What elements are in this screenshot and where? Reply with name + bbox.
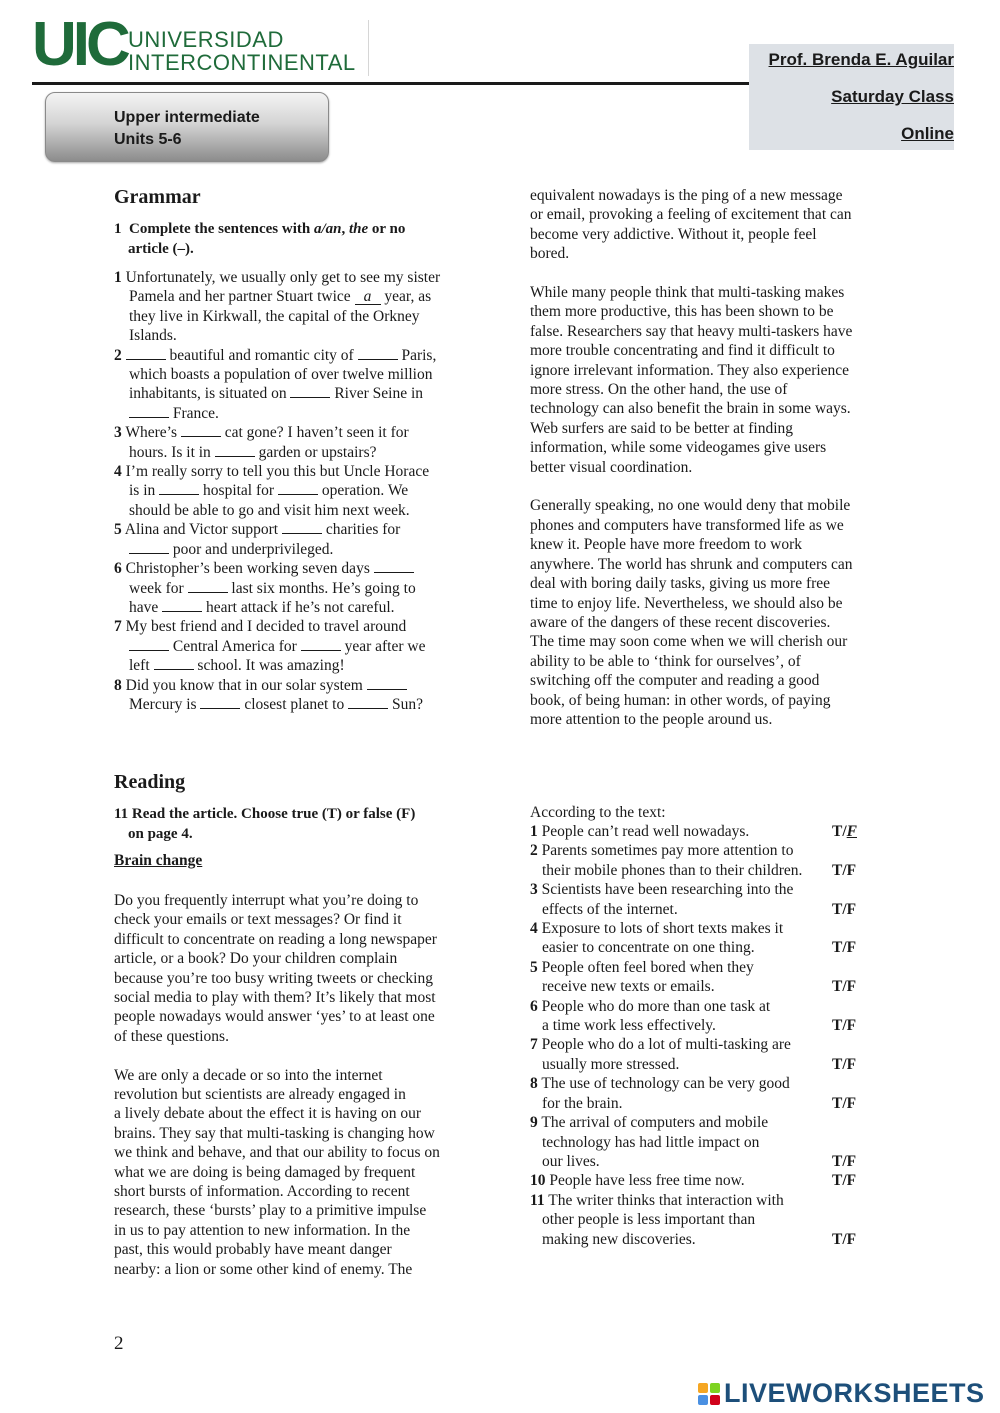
teacher-name: Prof. Brenda E. Aguilar bbox=[768, 50, 954, 69]
level-badge bbox=[45, 92, 329, 162]
tf-statement-text: People often feel bored when they bbox=[537, 958, 754, 976]
paragraph-gap bbox=[530, 477, 890, 496]
article-line: aware of the dangers of these recent discoveries. bbox=[530, 613, 831, 631]
answer-blank[interactable] bbox=[129, 540, 169, 554]
tf-item-number: 8 bbox=[530, 1075, 538, 1093]
paragraph-gap bbox=[114, 1046, 484, 1065]
class-mode: Online bbox=[901, 124, 954, 143]
tf-item bbox=[530, 997, 870, 1036]
article-line: check your emails or text messages? Or find it bbox=[114, 911, 402, 929]
tf-choice[interactable]: T/F bbox=[832, 900, 857, 918]
answer-blank[interactable] bbox=[129, 637, 169, 651]
tf-statement-text: People can’t read well nowadays. bbox=[537, 823, 750, 840]
article-line: nearby: a lion or some other kind of enemy. The bbox=[114, 1260, 413, 1278]
grammar-item-7: 7 My best friend and I decided to travel around Central America for year after we left school. It was amazing! bbox=[114, 618, 426, 675]
grammar-item-2: 2 beautiful and romantic city of Paris, which boasts a population of over twelve million inhabitants, is situated on River Seine in France. bbox=[114, 346, 437, 422]
answer-blank[interactable] bbox=[159, 481, 199, 495]
tf-item-number: 2 bbox=[530, 842, 538, 860]
tf-item-number: 7 bbox=[530, 1036, 538, 1054]
tf-item-number: 6 bbox=[530, 997, 538, 1015]
tf-statement-first-line bbox=[530, 1035, 870, 1054]
tf-statement-text: The arrival of computers and mobile bbox=[537, 1114, 769, 1132]
tf-item-number: 9 bbox=[530, 1114, 538, 1132]
article-continuation bbox=[530, 186, 890, 729]
answer-blank[interactable] bbox=[301, 637, 341, 651]
class-day: Saturday Class bbox=[831, 87, 954, 106]
article-line: ability to be able to ‘think for ourselves’, of bbox=[530, 652, 801, 670]
tf-statement-first-line bbox=[530, 1191, 870, 1210]
grammar-item-6: 6 Christopher’s been working seven days week for last six months. He’s going to have heart attack if he’s not careful. bbox=[114, 560, 416, 616]
article-line: ignore irrelevant information. They also experience bbox=[530, 361, 850, 379]
tf-statement-line: a time work less effectively. bbox=[542, 1017, 716, 1035]
article-line: revolution but scientists are already engaged in bbox=[114, 1086, 406, 1104]
tf-statement-first-line bbox=[530, 958, 870, 977]
article-line: in us to pay attention to new information. In the bbox=[114, 1221, 411, 1239]
article-line: Generally speaking, no one would deny that mobile bbox=[530, 497, 851, 515]
article-line: brains. They say that multi-tasking is changing how bbox=[114, 1124, 435, 1142]
true-false-list bbox=[530, 822, 870, 1249]
article-line: equivalent nowadays is the ping of a new message bbox=[530, 187, 843, 204]
article-line: more attention to the people around us. bbox=[530, 710, 773, 728]
tf-statement-line: their mobile phones than to their children. bbox=[542, 861, 803, 879]
tf-statement-text: The writer thinks that interaction with bbox=[544, 1191, 784, 1209]
tf-statement-text: Parents sometimes pay more attention to bbox=[537, 842, 794, 860]
article-line: article, or a book? Do your children complain bbox=[114, 950, 398, 968]
tf-item bbox=[530, 919, 870, 958]
tf-choice[interactable]: T/F bbox=[832, 939, 857, 957]
tf-item bbox=[530, 1191, 870, 1249]
tf-statement-line: technology has had little impact on bbox=[542, 1133, 760, 1151]
liveworksheets-watermark: LIVEWORKSHEETS bbox=[698, 1378, 985, 1409]
tf-choice[interactable]: T/F bbox=[832, 1152, 857, 1170]
tf-statement-text: People who do more than one task at bbox=[537, 997, 771, 1015]
article-line: more trouble concentrating and find it difficult to bbox=[530, 342, 835, 360]
article-line: we think and behave, and that our ability to focus on bbox=[114, 1144, 440, 1162]
tf-choice[interactable]: T/F bbox=[832, 1094, 857, 1112]
article-line: time to enjoy life. Nevertheless, we should also be bbox=[530, 594, 843, 612]
article-line: switching off the computer and reading a good bbox=[530, 672, 820, 690]
tf-selected-answer[interactable]: F bbox=[846, 823, 857, 840]
tf-statement-line: effects of the internet. bbox=[542, 900, 678, 918]
tf-statement-first-line bbox=[530, 919, 870, 938]
tf-statement-first-line bbox=[530, 1113, 870, 1132]
tf-choice[interactable]: T/F bbox=[832, 1055, 857, 1073]
grammar-item-4: 4 I’m really sorry to tell you this but Uncle Horace is in hospital for operation. We should be able to go and visit him next week. bbox=[114, 463, 430, 519]
article-line: people nowadays would answer ‘yes’ to at least one bbox=[114, 1008, 435, 1026]
article-line: of these questions. bbox=[114, 1027, 229, 1045]
tf-item-number: 11 bbox=[530, 1191, 545, 1209]
article-line: false. Researchers say that heavy multi-taskers have bbox=[530, 322, 853, 340]
reading-instruction: 11 Read the article. Choose true (T) or false (F) on page 4. bbox=[114, 806, 416, 842]
tf-statement-first-line bbox=[530, 822, 870, 841]
tf-item-number: 4 bbox=[530, 920, 538, 938]
tf-item bbox=[530, 880, 870, 919]
answer-blank[interactable] bbox=[358, 346, 398, 360]
level-title: Upper intermediate bbox=[114, 109, 260, 126]
article-line: We are only a decade or so into the internet bbox=[114, 1066, 383, 1084]
grammar-heading: Grammar bbox=[114, 186, 201, 208]
article-line: better visual coordination. bbox=[530, 458, 693, 476]
article-line: phones and computers have transformed life as we bbox=[530, 516, 844, 534]
answer-blank[interactable] bbox=[188, 579, 228, 593]
tf-statement-text: Scientists have been researching into the bbox=[537, 881, 794, 899]
tf-statement-line: our lives. bbox=[542, 1152, 600, 1170]
grammar-instruction: 1 Complete the sentences with a/an, the or no article (–). bbox=[114, 221, 406, 257]
tf-intro: According to the text: bbox=[530, 804, 666, 821]
answer-blank[interactable] bbox=[278, 481, 318, 495]
answer-blank[interactable] bbox=[129, 404, 169, 418]
tf-choice[interactable]: T/F bbox=[832, 1230, 857, 1248]
tf-choice[interactable]: T/F bbox=[832, 823, 857, 840]
reading-heading: Reading bbox=[114, 771, 186, 793]
tf-statement-first-line bbox=[530, 997, 870, 1016]
tf-item bbox=[530, 958, 870, 997]
article-line: become very addictive. Without it, people feel bbox=[530, 225, 817, 243]
article-line: anywhere. The world has shrunk and computers can bbox=[530, 555, 853, 573]
page-number: 2 bbox=[114, 1333, 124, 1354]
liveworksheets-logo-icon bbox=[698, 1383, 720, 1405]
article-line: knew it. People have more freedom to work bbox=[530, 536, 803, 554]
article-line: deal with boring daily tasks, giving us more free bbox=[530, 575, 831, 593]
tf-statement-line: making new discoveries. bbox=[542, 1230, 696, 1248]
tf-item-number: 5 bbox=[530, 958, 538, 976]
answer-blank[interactable] bbox=[126, 346, 166, 360]
logo-divider bbox=[368, 20, 369, 76]
article-line: While many people think that multi-tasking makes bbox=[530, 284, 845, 302]
article-line: technology can also benefit the brain in some ways. bbox=[530, 400, 851, 418]
answer-blank[interactable] bbox=[200, 695, 240, 709]
article-line: information, while some videogames give users bbox=[530, 439, 827, 457]
tf-statement-line: for the brain. bbox=[542, 1094, 623, 1112]
tf-item-number: 1 bbox=[530, 823, 538, 840]
tf-choice[interactable]: T/F bbox=[832, 861, 857, 879]
logo-line-2: INTERCONTINENTAL bbox=[128, 50, 356, 75]
level-units: Units 5-6 bbox=[114, 131, 182, 148]
tf-statement-text: People have less free time now. bbox=[545, 1172, 745, 1190]
tf-statement-text: People who do a lot of multi-tasking are bbox=[537, 1036, 791, 1054]
grammar-item-8: 8 Did you know that in our solar system Mercury is closest planet to Sun? bbox=[114, 676, 423, 713]
logo-line-1: UNIVERSIDAD bbox=[128, 27, 284, 52]
tf-statement-line: easier to concentrate on one thing. bbox=[542, 939, 755, 957]
tf-item bbox=[530, 841, 870, 880]
article-line: Do you frequently interrupt what you’re doing to bbox=[114, 892, 419, 909]
article-line: them more productive, this has been shown to be bbox=[530, 303, 834, 321]
article-line: more stress. On the other hand, the use of bbox=[530, 381, 788, 399]
tf-item-number: 3 bbox=[530, 881, 538, 899]
answer-blank[interactable] bbox=[154, 656, 194, 670]
answer-blank[interactable] bbox=[162, 598, 202, 612]
article-line: The time may soon come when we will cherish our bbox=[530, 633, 848, 651]
article-line: difficult to concentrate on reading a long newspaper bbox=[114, 930, 437, 948]
header-rule bbox=[32, 82, 750, 85]
tf-statement-text: The use of technology can be very good bbox=[537, 1075, 790, 1093]
answer-blank[interactable] bbox=[348, 695, 388, 709]
tf-statement-first-line bbox=[530, 880, 870, 899]
article-line: past, this would probably have meant danger bbox=[114, 1241, 392, 1259]
tf-choice[interactable]: T/F bbox=[832, 1172, 857, 1190]
article-line: social media to play with them? It’s likely that most bbox=[114, 989, 436, 1007]
article-line: a lively debate about the effect it is having on our bbox=[114, 1105, 422, 1123]
article-line: bored. bbox=[530, 245, 570, 263]
tf-item bbox=[530, 1074, 870, 1113]
article-title: Brain change bbox=[114, 852, 203, 869]
university-logo-mark: UIC bbox=[32, 10, 127, 79]
answer-blank-filled[interactable]: a bbox=[355, 290, 381, 305]
article-line: what we are doing is being damaged by frequent bbox=[114, 1163, 416, 1181]
university-logo-text bbox=[128, 28, 356, 74]
answer-blank[interactable] bbox=[367, 676, 407, 690]
article-line: or email, provoking a feeling of excitement that can bbox=[530, 206, 852, 224]
article-line: short bursts of information. According to recent bbox=[114, 1183, 410, 1201]
grammar-item-5: 5 Alina and Victor support charities for poor and underprivileged. bbox=[114, 521, 401, 558]
article-body bbox=[114, 891, 484, 1279]
grammar-item-1: 1 Unfortunately, we usually only get to see my sister Pamela and her partner Stuart twice a year, as they live in Kirkwall, the capital of the Orkney Islands. bbox=[114, 269, 441, 345]
tf-statement-text: Exposure to lots of short texts makes it bbox=[537, 920, 784, 938]
tf-item-number: 10 bbox=[530, 1172, 546, 1190]
answer-blank[interactable] bbox=[215, 443, 255, 457]
tf-statement-first-line bbox=[530, 841, 870, 860]
article-line: Web surfers are said to be better at finding bbox=[530, 419, 794, 437]
answer-blank[interactable] bbox=[282, 520, 322, 534]
tf-item bbox=[530, 1035, 870, 1074]
article-line: because you’re too busy writing tweets or checking bbox=[114, 969, 433, 987]
tf-statement-first-line bbox=[530, 1074, 870, 1093]
grammar-item-3: 3 Where’s cat gone? I haven’t seen it for hours. Is it in garden or upstairs? bbox=[114, 424, 409, 461]
article-line: research, these ‘bursts’ play to a primitive impulse bbox=[114, 1202, 427, 1220]
tf-item bbox=[530, 1171, 870, 1190]
tf-statement-line: usually more stressed. bbox=[542, 1055, 680, 1073]
answer-blank[interactable] bbox=[374, 559, 414, 573]
tf-statement-first-line bbox=[530, 1171, 870, 1190]
answer-blank[interactable] bbox=[181, 423, 221, 437]
tf-item bbox=[530, 822, 870, 841]
article-line: book, of being human: in other words, of paying bbox=[530, 691, 831, 709]
answer-blank[interactable] bbox=[290, 384, 330, 398]
tf-item bbox=[530, 1113, 870, 1171]
tf-choice[interactable]: T/F bbox=[832, 978, 857, 996]
tf-choice[interactable]: T/F bbox=[832, 1017, 857, 1035]
paragraph-gap bbox=[530, 264, 890, 283]
tf-statement-line: other people is less important than bbox=[542, 1211, 756, 1229]
tf-statement-line: receive new texts or emails. bbox=[542, 978, 715, 996]
grammar-exercise-list bbox=[114, 268, 484, 714]
